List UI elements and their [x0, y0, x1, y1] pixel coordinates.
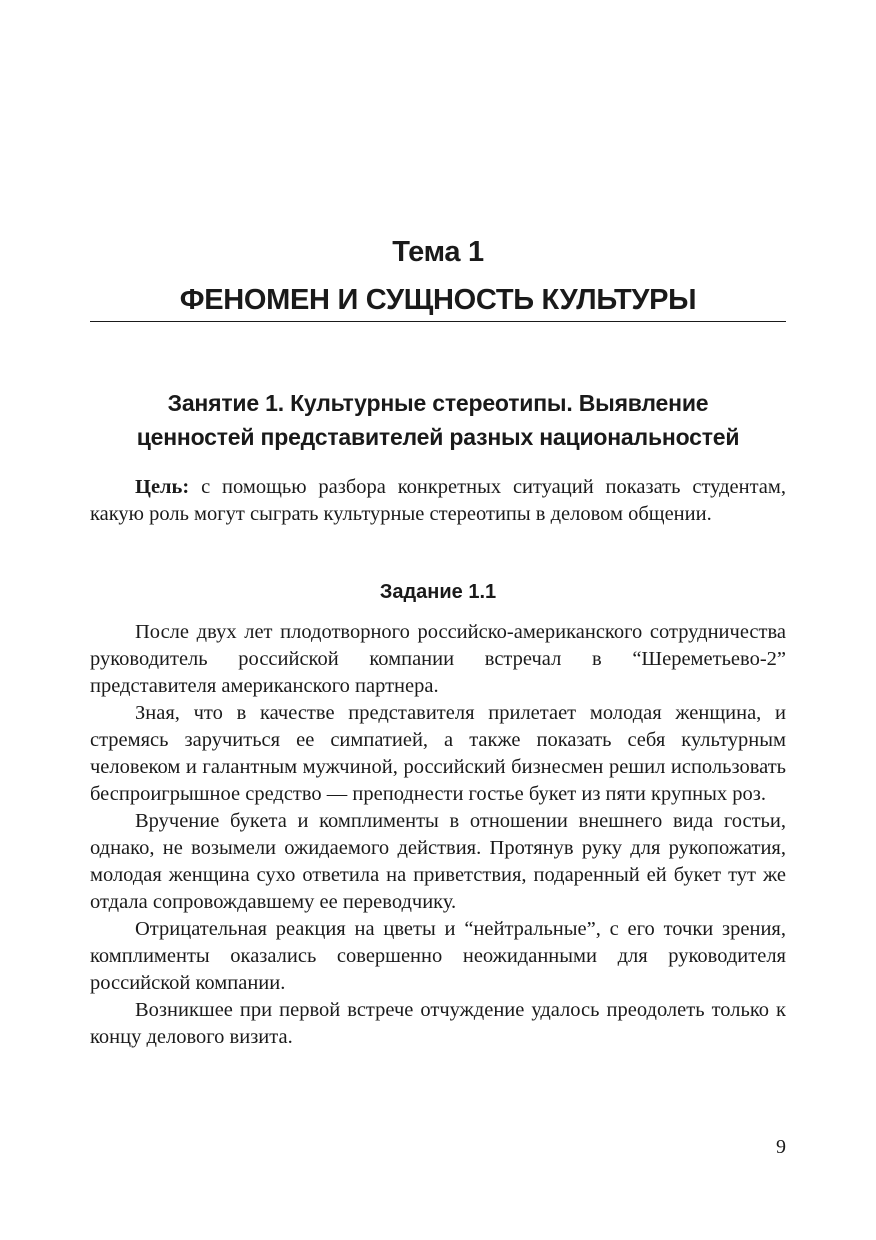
topic-title: ФЕНОМЕН И СУЩНОСТЬ КУЛЬТУРЫ — [179, 284, 697, 316]
task-paragraph-4: Отрицательная реакция на цветы и “нейтральные”, с его точки зрения, комплименты оказались совершенно неожиданными для руководителя российской компании. — [90, 918, 786, 994]
lesson-heading — [90, 386, 786, 454]
task-paragraph-2: Зная, что в качестве представителя прилетает молодая женщина, и стремясь заручиться ее симпатией, а также показать себя культурным человеком и галантным мужчиной, российский бизнесмен решил использовать беспроигрышное средство — преподнести гостье букет из пяти крупных роз. — [90, 702, 786, 805]
task-paragraph-5: Возникшее при первой встрече отчуждение удалось преодолеть только к концу делового визита. — [90, 999, 786, 1048]
goal-label: Цель: — [135, 476, 190, 498]
task-title: Задание 1.1 — [379, 581, 497, 603]
task-paragraph-3: Вручение букета и комплименты в отношении внешнего вида гостьи, однако, не возымели ожидаемого действия. Протянув руку для рукопожатия, молодая женщина сухо ответила на приветствия, подаренный ей букет тут же отдала сопровождавшему ее переводчику. — [90, 810, 786, 913]
goal-text: с помощью разбора конкретных ситуаций показать студентам, какую роль могут сыграть культурные стереотипы в деловом общении. — [90, 476, 786, 525]
topic-number: Тема 1 — [392, 236, 484, 268]
lesson-title-line-2: ценностей представителей разных национальностей — [136, 424, 740, 450]
heading-divider — [90, 321, 786, 322]
page-number: 9 — [776, 1136, 786, 1158]
topic-heading — [90, 228, 786, 324]
task-paragraph-1: После двух лет плодотворного российско-американского сотрудничества руководитель российской компании встречал в “Шереметьево-2” представителя американского партнера. — [90, 621, 786, 697]
lesson-title-line-1: Занятие 1. Культурные стереотипы. Выявление — [167, 390, 709, 416]
task-text — [90, 619, 786, 1051]
goal-paragraph — [90, 474, 786, 528]
